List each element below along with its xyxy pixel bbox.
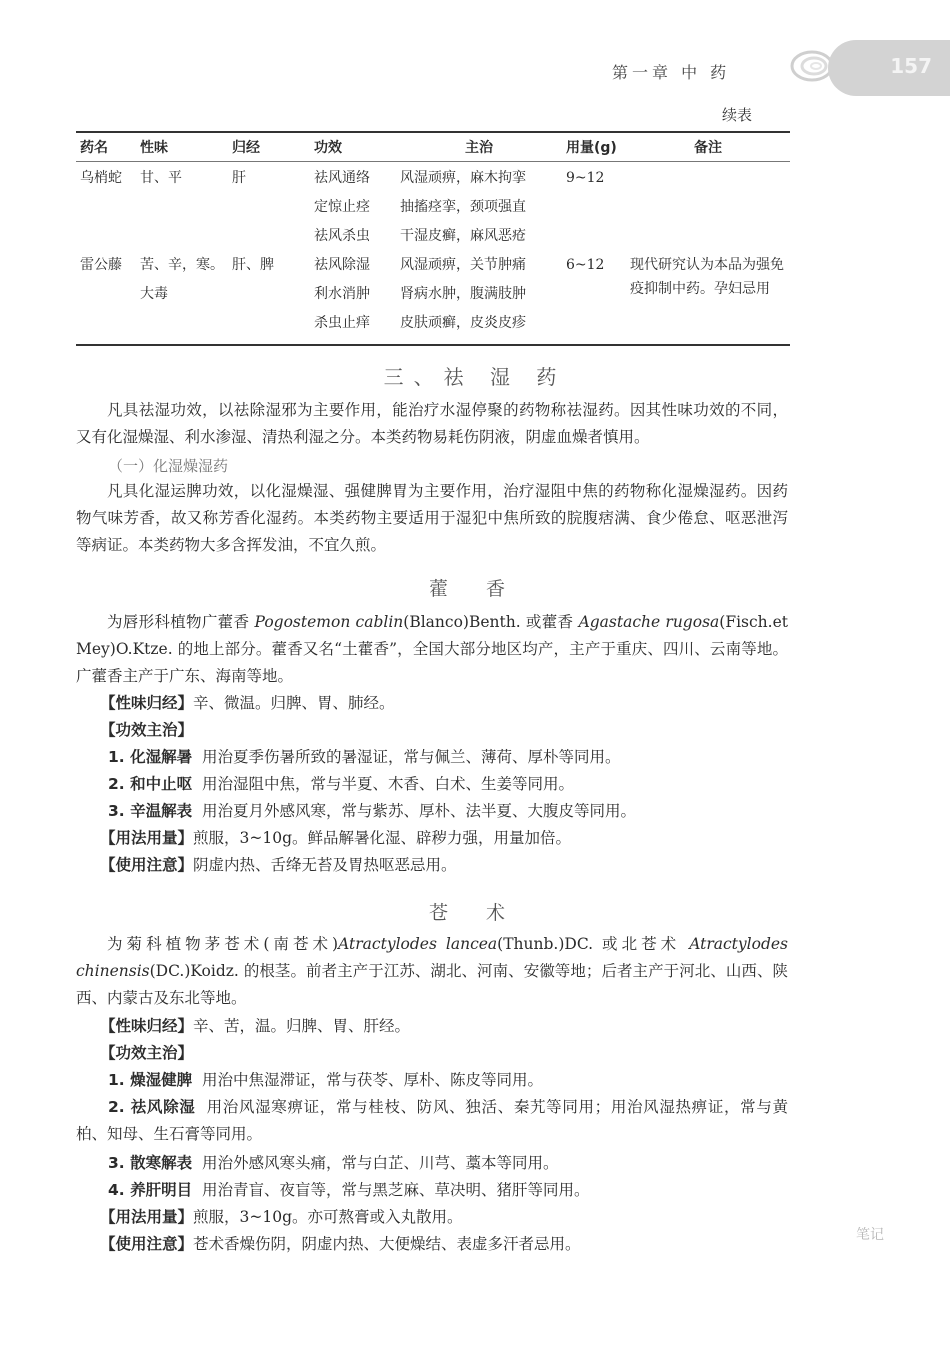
effect-item-label: 3. 散寒解表 — [108, 1154, 193, 1172]
cell-taste: 苦、辛，寒。大毒 — [136, 251, 228, 345]
caution-label: 【使用注意】 — [100, 1235, 194, 1253]
col-header-note: 备注 — [626, 132, 790, 162]
effect-item — [108, 1177, 589, 1204]
section-intro: 凡具祛湿功效，以祛除湿邪为主要作用，能治疗水湿停聚的药物称祛湿药。因其性味功效的不同，又有化湿燥湿、利水渗湿、清热利湿之分。本类药物易耗伤阴液，阴虚血燥者慎用。 — [76, 401, 788, 446]
effect-item-text: 用治外感风寒头痛，常与白芷、川芎、藁本等同用。 — [201, 1154, 559, 1172]
effect-item — [108, 798, 636, 825]
property-label: 【性味归经】 — [100, 694, 194, 712]
effect-item-text: 用治夏月外感风寒，常与紫苏、厚朴、法半夏、大腹皮等同用。 — [201, 802, 636, 820]
cell-taste: 甘、平 — [140, 170, 182, 186]
effect-item — [108, 771, 574, 798]
cell-effects — [310, 162, 396, 252]
cell-name: 雷公藤 — [76, 251, 136, 345]
cell-dose: 6~12 — [562, 251, 626, 345]
herb-source-huoxiang — [76, 609, 788, 690]
effect-item — [76, 1094, 788, 1148]
page-number: 157 — [890, 54, 932, 78]
swirl-logo-icon — [786, 44, 834, 88]
property-text: 辛、微温。归脾、胃、肺经。 — [193, 694, 395, 712]
cell-effects — [310, 251, 396, 345]
cell-note: 现代研究认为本品为强免疫抑制中药。孕妇忌用 — [626, 251, 790, 345]
effect-item-label: 3. 辛温解表 — [108, 802, 193, 820]
col-header-taste: 性味 — [136, 132, 228, 162]
indication-line: 风湿顽痹，关节肿痛 — [400, 257, 526, 273]
cell-note — [626, 162, 790, 252]
col-header-indication: 主治 — [396, 132, 562, 162]
effect-item — [108, 1150, 558, 1177]
caution-text: 阴虚内热、舌绛无苔及胃热呕恶忌用。 — [193, 856, 457, 874]
usage-line — [100, 825, 571, 852]
margin-notes-label: 笔记 — [856, 1227, 884, 1243]
effect-item-text: 用治中焦湿滞证，常与茯苓、厚朴、陈皮等同用。 — [201, 1071, 543, 1089]
col-header-name: 药名 — [76, 132, 136, 162]
indication-line: 皮肤顽癣，皮炎皮疹 — [400, 315, 526, 331]
usage-label: 【用法用量】 — [100, 829, 194, 847]
latin-name: Atractylodes chinensis — [76, 935, 788, 980]
indication-line: 肾病水肿，腹满肢肿 — [400, 286, 526, 302]
table-continued-label: 续表 — [722, 106, 753, 124]
effect-item — [108, 744, 620, 771]
effect-heading — [100, 1040, 193, 1067]
usage-text: 煎服，3~10g。鲜品解暑化湿、辟秽力强，用量加倍。 — [193, 829, 572, 847]
col-header-dose: 用量(g) — [562, 132, 626, 162]
effect-item-text: 用治湿阻中焦，常与半夏、木香、白术、生姜等同用。 — [201, 775, 574, 793]
effect-item-label: 4. 养肝明目 — [108, 1181, 193, 1199]
subsection-intro: 凡具化湿运脾功效，以化湿燥湿、强健脾胃为主要作用，治疗湿阻中焦的药物称化湿燥湿药。因药物气味芳香，故又称芳香化湿药。本类药物主要适用于湿犯中焦所致的脘腹痞满、食少倦怠、呕恶泄泻等病证。本类药物大多含挥发油，不宜久煎。 — [76, 482, 788, 554]
indication-line: 干湿皮癣，麻风恶疮 — [400, 228, 526, 244]
caution-label: 【使用注意】 — [100, 856, 194, 874]
table-row — [76, 162, 790, 252]
caution-text: 苍术香燥伤阴，阴虚内热、大便燥结、表虚多汗者忌用。 — [193, 1235, 581, 1253]
chapter-header: 第一章 中 药 — [612, 63, 731, 82]
cell-name: 乌梢蛇 — [80, 170, 122, 186]
page-number-tab — [828, 40, 950, 96]
effect-item — [108, 1067, 543, 1094]
effect-line: 杀虫止痒 — [314, 315, 370, 331]
effect-line: 祛风杀虫 — [314, 228, 370, 244]
effect-label: 【功效主治】 — [100, 721, 194, 739]
source-text: 为唇形科植物广藿香 — [107, 613, 250, 631]
drug-table — [76, 131, 790, 346]
subsection-title: （一）化湿燥湿药 — [108, 457, 229, 475]
herb-title-cangzhu: 苍 术 — [428, 902, 522, 924]
section-title: 三、祛 湿 药 — [383, 365, 567, 389]
effect-line: 祛风通络 — [314, 170, 370, 186]
effect-line: 定惊止痉 — [314, 199, 370, 215]
source-text: (Thunb.)DC. 或北苍术 — [497, 935, 681, 953]
col-header-meridian: 归经 — [228, 132, 310, 162]
usage-text: 煎服，3~10g。亦可熬膏或入丸散用。 — [193, 1208, 463, 1226]
property-line — [100, 690, 395, 717]
effect-item-text: 用治夏季伤暑所致的暑湿证，常与佩兰、薄荷、厚朴等同用。 — [201, 748, 621, 766]
source-text: 为菊科植物茅苍术(南苍术) — [107, 935, 339, 953]
effect-item-label: 2. 和中止呕 — [108, 775, 193, 793]
cell-indications — [396, 162, 562, 252]
table-row — [76, 251, 790, 345]
property-label: 【性味归经】 — [100, 1017, 194, 1035]
effect-line: 祛风除湿 — [314, 257, 370, 273]
herb-source-cangzhu — [76, 931, 788, 1012]
indication-line: 抽搐痉挛，颈项强直 — [400, 199, 526, 215]
effect-heading — [100, 717, 193, 744]
cell-dose: 9~12 — [566, 170, 605, 186]
property-text: 辛、苦，温。归脾、胃、肝经。 — [193, 1017, 411, 1035]
property-line — [100, 1013, 410, 1040]
cell-meridian: 肝、脾 — [228, 251, 310, 345]
effect-item-label: 1. 燥湿健脾 — [108, 1071, 193, 1089]
col-header-effect: 功效 — [310, 132, 396, 162]
effect-item-label: 2. 祛风除湿 — [108, 1098, 196, 1116]
table-header-row — [76, 132, 790, 162]
caution-line — [100, 852, 457, 879]
latin-name: Pogostemon cablin — [254, 613, 404, 631]
source-text: (Blanco)Benth. 或藿香 — [403, 613, 574, 631]
cell-meridian: 肝 — [232, 170, 246, 186]
usage-line — [100, 1204, 463, 1231]
effect-item-label: 1. 化湿解暑 — [108, 748, 193, 766]
effect-label: 【功效主治】 — [100, 1044, 194, 1062]
cell-indications — [396, 251, 562, 345]
effect-item-text: 用治风湿寒痹证，常与桂枝、防风、独活、秦艽等同用；用治风湿热痹证，常与黄柏、知母、生石膏等同用。 — [76, 1098, 789, 1143]
effect-item-text: 用治青盲、夜盲等，常与黑芝麻、草决明、猪肝等同用。 — [201, 1181, 590, 1199]
latin-name: Agastache rugosa — [578, 613, 720, 631]
herb-title-huoxiang: 藿 香 — [428, 578, 522, 600]
source-text: (Fisch.et Mey)O.Ktze. 的地上部分。藿香又名“土藿香”，全国大部分地区均产，主产于重庆、四川、云南等地。广藿香主产于广东、海南等地。 — [76, 613, 788, 685]
indication-line: 风湿顽痹，麻木拘挛 — [400, 170, 526, 186]
caution-line — [100, 1231, 581, 1258]
latin-name: Atractylodes lancea — [338, 935, 498, 953]
usage-label: 【用法用量】 — [100, 1208, 194, 1226]
source-text: (DC.)Koidz. 的根茎。前者主产于江苏、湖北、河南、安徽等地；后者主产于河北、山西、陕西、内蒙古及东北等地。 — [76, 962, 788, 1007]
effect-line: 利水消肿 — [314, 286, 370, 302]
